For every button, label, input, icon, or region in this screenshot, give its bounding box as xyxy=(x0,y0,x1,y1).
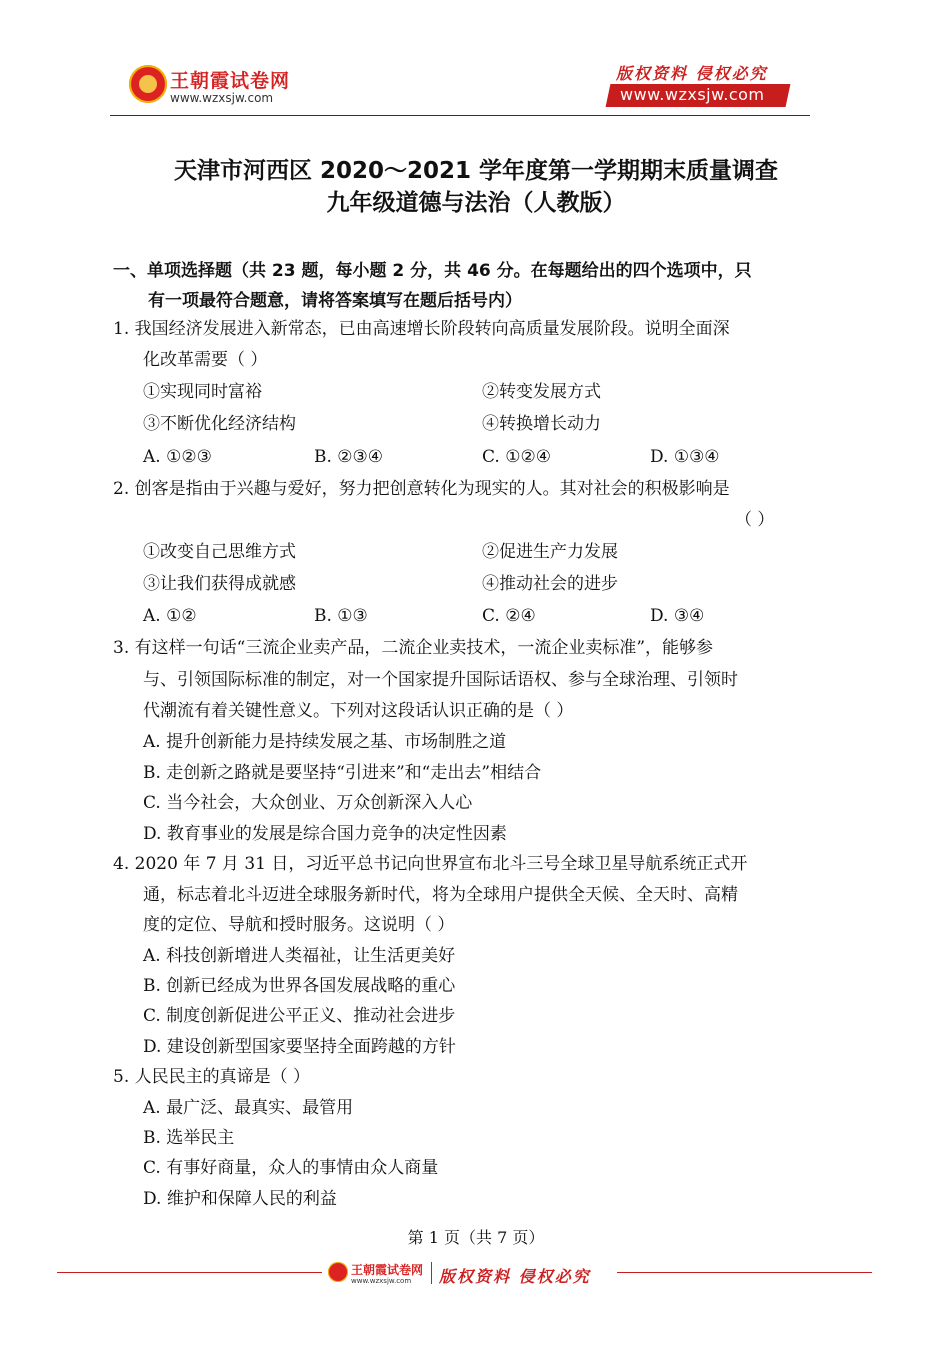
question-1-statement-3: ③不断优化经济结构 xyxy=(143,414,296,434)
footer-rule-left xyxy=(57,1272,322,1273)
question-4-stem: 4. 2020 年 7 月 31 日，习近平总书记向世界宣布北斗三号全球卫星导航系统正式开 xyxy=(113,854,748,874)
footer-copyright-notice: 版权资料 侵权必究 xyxy=(439,1267,591,1286)
footer-separator xyxy=(431,1262,432,1284)
exam-subtitle: 九年级道德与法治（人教版） xyxy=(326,190,626,216)
footer-brand-url: www.wzxsjw.com xyxy=(351,1277,412,1285)
question-3-option-d: D. 教育事业的发展是综合国力竞争的决定性因素 xyxy=(143,824,507,844)
question-1-stem: 1. 我国经济发展进入新常态，已由高速增长阶段转向高质量发展阶段。说明全面深 xyxy=(113,319,730,339)
question-1-option-d: D. ①③④ xyxy=(650,447,720,467)
question-2-statement-1: ①改变自己思维方式 xyxy=(143,542,296,562)
page-number: 第 1 页（共 7 页） xyxy=(407,1228,545,1247)
question-4-stem-cont-2: 度的定位、导航和授时服务。这说明（ ） xyxy=(143,915,455,935)
question-2-option-b: B. ①③ xyxy=(314,606,368,626)
question-2-statement-3: ③让我们获得成就感 xyxy=(143,574,296,594)
copyright-notice: 版权资料 侵权必究 xyxy=(616,64,768,83)
question-1-option-b: B. ②③④ xyxy=(314,447,384,467)
question-2-stem: 2. 创客是指由于兴趣与爱好，努力把创意转化为现实的人。其对社会的积极影响是 xyxy=(113,479,730,499)
section-heading: 一、单项选择题（共 23 题，每小题 2 分，共 46 分。在每题给出的四个选项中，只 xyxy=(113,261,752,281)
question-5-stem: 5. 人民民主的真谛是（ ） xyxy=(113,1067,311,1087)
question-4-stem-cont-1: 通，标志着北斗迈进全球服务新时代，将为全球用户提供全天候、全天时、高精 xyxy=(143,885,738,905)
question-1-statement-4: ④转换增长动力 xyxy=(482,414,601,434)
question-1-statement-1: ①实现同时富裕 xyxy=(143,382,262,402)
question-3-option-a: A. 提升创新能力是持续发展之基、市场制胜之道 xyxy=(143,732,507,752)
section-heading-cont: 有一项最符合题意，请将答案填写在题后括号内） xyxy=(148,291,522,311)
brand-url: www.wzxsjw.com xyxy=(170,91,274,105)
question-1-statement-2: ②转变发展方式 xyxy=(482,382,601,402)
footer-logo-seal-icon xyxy=(328,1262,348,1282)
question-2-option-d: D. ③④ xyxy=(650,606,705,626)
question-3-option-c: C. 当今社会，大众创业、万众创新深入人心 xyxy=(143,793,473,813)
question-1-option-a: A. ①②③ xyxy=(143,447,212,467)
question-3-stem: 3. 有这样一句话“三流企业卖产品，二流企业卖技术，一流企业卖标准”，能够参 xyxy=(113,638,714,658)
question-4-option-a: A. 科技创新增进人类福祉，让生活更美好 xyxy=(143,946,456,966)
question-2-option-c: C. ②④ xyxy=(482,606,536,626)
question-4-option-d: D. 建设创新型国家要坚持全面跨越的方针 xyxy=(143,1037,456,1057)
question-1-stem-cont: 化改革需要（ ） xyxy=(143,350,268,370)
question-2-option-a: A. ①② xyxy=(143,606,197,626)
question-3-stem-cont-1: 与、引领国际标准的制定，对一个国家提升国际话语权、参与全球治理、引领时 xyxy=(143,670,738,690)
question-3-option-b: B. 走创新之路就是要坚持“引进来”和“走出去”相结合 xyxy=(143,763,542,783)
question-2-bracket: （ ） xyxy=(735,510,775,530)
exam-title: 天津市河西区 2020～2021 学年度第一学期期末质量调查 xyxy=(173,158,779,184)
footer-brand-name: 王朝霞试卷网 xyxy=(351,1263,424,1277)
question-2-statement-4: ④推动社会的进步 xyxy=(482,574,618,594)
header-divider xyxy=(110,115,810,116)
logo-seal-icon xyxy=(129,65,167,103)
question-3-stem-cont-2: 代潮流有着关键性意义。下列对这段话认识正确的是（ ） xyxy=(143,701,574,721)
question-5-option-d: D. 维护和保障人民的利益 xyxy=(143,1189,337,1209)
question-1-option-c: C. ①②④ xyxy=(482,447,551,467)
question-4-option-b: B. 创新已经成为世界各国发展战略的重心 xyxy=(143,976,456,996)
url-banner-text: www.wzxsjw.com xyxy=(620,85,765,104)
question-4-option-c: C. 制度创新促进公平正义、推动社会进步 xyxy=(143,1006,456,1026)
brand-name: 王朝霞试卷网 xyxy=(170,70,291,92)
question-5-option-b: B. 选举民主 xyxy=(143,1128,235,1148)
question-2-statement-2: ②促进生产力发展 xyxy=(482,542,618,562)
question-5-option-c: C. 有事好商量，众人的事情由众人商量 xyxy=(143,1158,439,1178)
footer-rule-right xyxy=(617,1272,872,1273)
question-5-option-a: A. 最广泛、最真实、最管用 xyxy=(143,1098,354,1118)
